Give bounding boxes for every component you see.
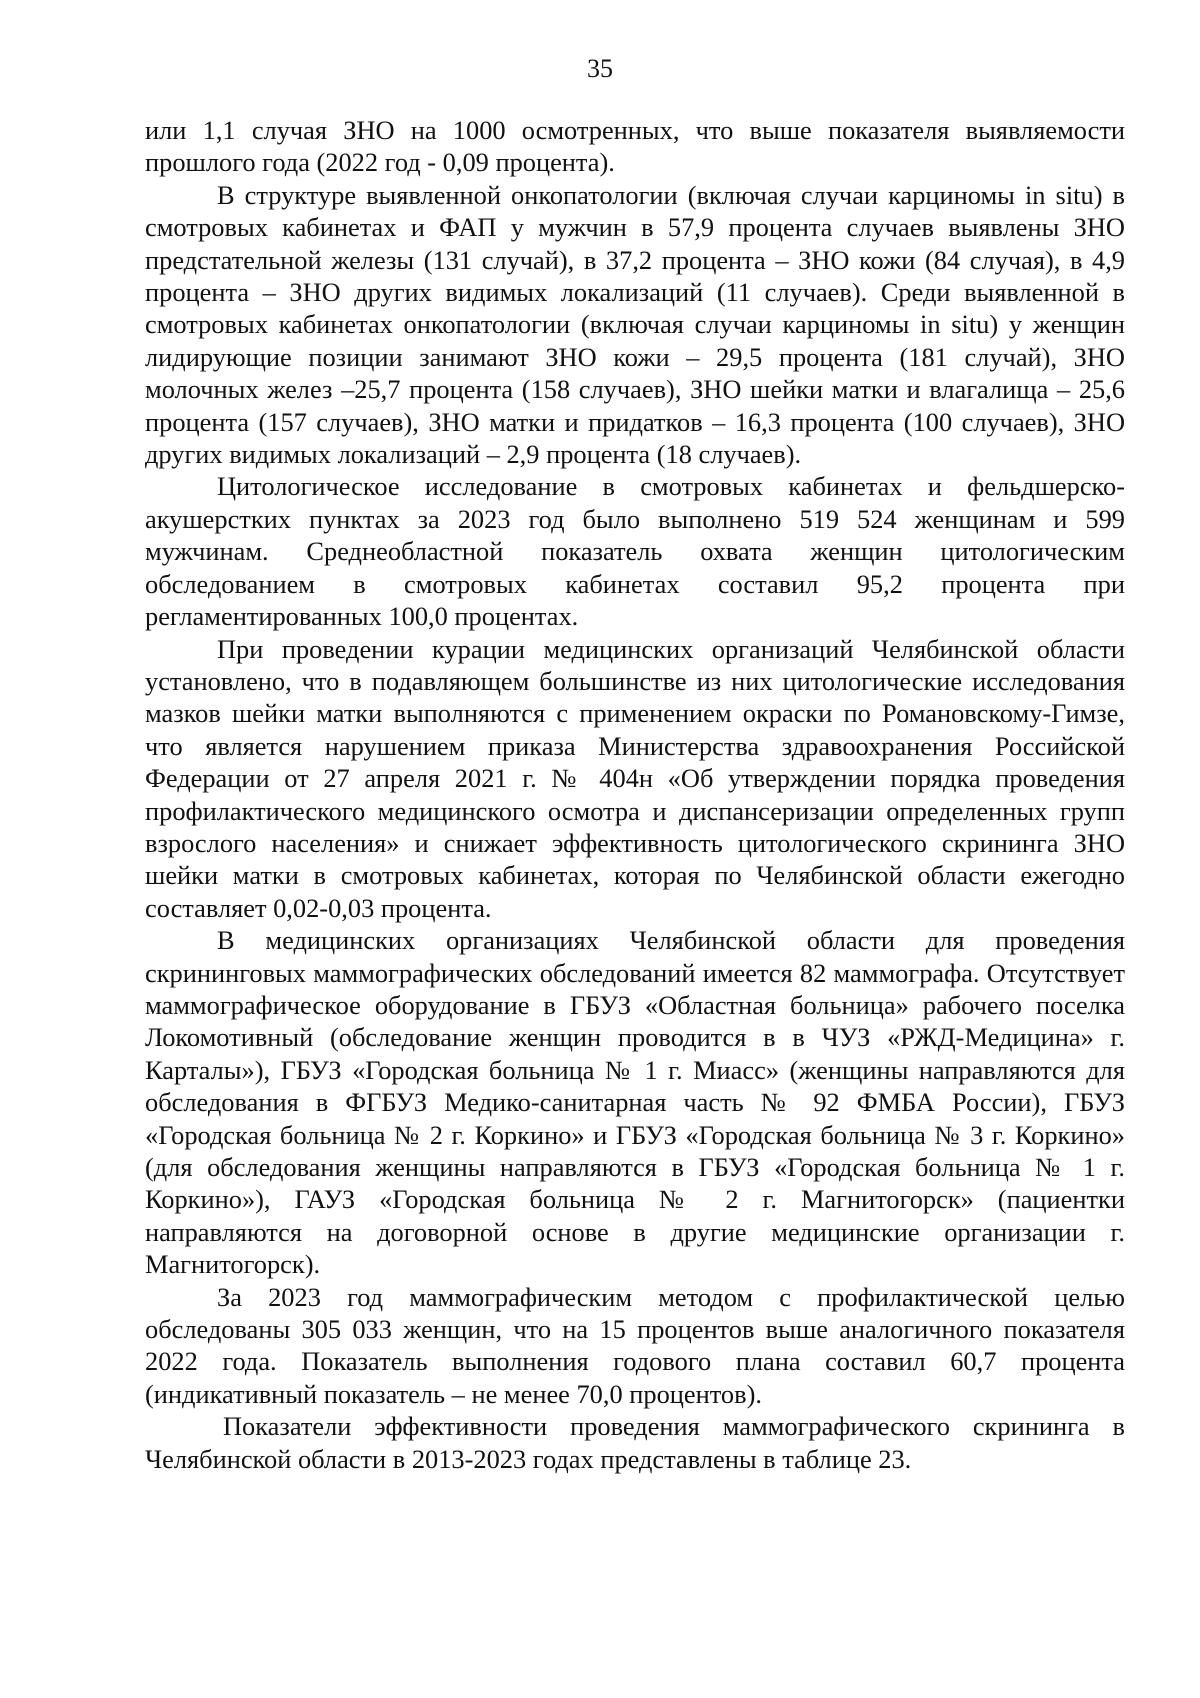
paragraph-mammography-equipment: В медицинских организациях Челябинской области для проведения скрининговых маммографических обследований имеется 82 маммографа. Отсутствует маммографическое оборудование в ГБУЗ «Областная больница» рабочего поселка Локомотивный (обследование женщин проводится в в ЧУЗ «РЖД-Медицина» г. Карталы»), ГБУЗ «Городская больница № 1 г. Миасс» (женщины направляются для обследования в ФГБУЗ Медико-санитарная часть № 92 ФМБА России), ГБУЗ «Городская больница № 2 г. Коркино» и ГБУЗ «Городская больница № 3 г. Коркино» (для обследования женщины направляются в ГБУЗ «Городская больница № 1 г. Коркино»), ГАУЗ «Городская больница № 2 г. Магнитогорск» (пациентки направляются на договорной основе в другие медицинские организации г. Магнитогорск). <box>145 925 1125 1280</box>
paragraph-oncopathology-structure: В структуре выявленной онкопатологии (включая случаи карциномы in situ) в смотровых кабинетах и ФАП у мужчин в 57,9 процента случаев выявлены ЗНО предстательной железы (131 случай), в 37,2 процента – ЗНО кожи (84 случая), в 4,9 процента – ЗНО других видимых локализаций (11 случаев). Среди выявленной в смотровых кабинетах онкопатологии (включая случаи карциномы in situ) у женщин лидирующие позиции занимают ЗНО кожи – 29,5 процента (181 случай), ЗНО молочных желез –25,7 процента (158 случаев), ЗНО шейки матки и влагалища – 25,6 процента (157 случаев), ЗНО матки и придатков – 16,3 процента (100 случаев), ЗНО других видимых локализаций – 2,9 процента (18 случаев). <box>145 179 1125 470</box>
document-body <box>145 114 1125 1475</box>
paragraph-cytology-study: Цитологическое исследование в смотровых кабинетах и фельдшерско-акушерстких пунктах за 2023 год было выполнено 519 524 женщинам и 599 мужчинам. Среднеобластной показатель охвата женщин цитологическим обследованием в смотровых кабинетах составил 95,2 процента при регламентированных 100,0 процентах. <box>145 471 1125 632</box>
paragraph-mammography-2023: За 2023 год маммографическим методом с профилактической целью обследованы 305 033 женщин, что на 15 процентов выше аналогичного показателя 2022 года. Показатель выполнения годового плана составил 60,7 процента (индикативный показатель – не менее 70,0 процентов). <box>145 1281 1125 1409</box>
paragraph-continuation: или 1,1 случая ЗНО на 1000 осмотренных, что выше показателя выявляемости прошлого года (2022 год - 0,09 процента). <box>145 115 1125 178</box>
paragraph-curation-findings: При проведении курации медицинских организаций Челябинской области установлено, что в подавляющем большинстве из них цитологические исследования мазков шейки матки выполняются с применением окраски по Романовскому-Гимзе, что является нарушением приказа Министерства здравоохранения Российской Федерации от 27 апреля 2021 г. № 404н «Об утверждении порядка проведения профилактического медицинского осмотра и диспансеризации определенных групп взрослого населения» и снижает эффективность цитологического скрининга ЗНО шейки матки в смотровых кабинетах, которая по Челябинской области ежегодно составляет 0,02-0,03 процента. <box>145 633 1125 923</box>
page-number: 35 <box>587 54 613 83</box>
paragraph-table-reference: Показатели эффективности проведения маммографического скрининга в Челябинской области в 2013-2023 годах представлены в таблице 23. <box>145 1411 1125 1474</box>
